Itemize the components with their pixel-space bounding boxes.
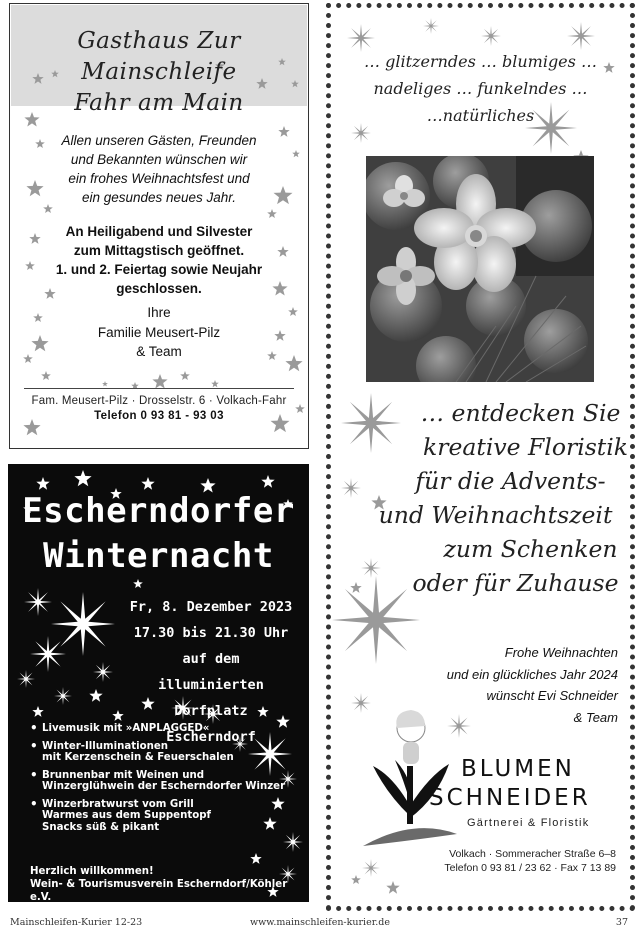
publication-issue: Mainschleifen-Kurier 12-23 xyxy=(10,917,143,928)
intro-line: … glitzerndes … blumiges … xyxy=(364,52,597,71)
headline-line: kreative Floristik xyxy=(423,433,628,461)
greeting-line: Frohe Weihnachten xyxy=(504,645,618,660)
gasthaus-phone: Telefon 0 93 81 - 93 03 xyxy=(94,410,224,422)
headline-line: und Weihnachtszeit xyxy=(378,501,613,529)
signature-line: Familie Meusert-Pilz xyxy=(97,324,221,340)
star-icon xyxy=(112,710,123,721)
intro-line: …natürliches xyxy=(426,106,535,125)
headline-line: zum Schenken xyxy=(443,535,618,563)
event-organizer xyxy=(30,865,309,902)
gasthaus-address: Fam. Meusert-Pilz · Drosselstr. 6 · Volkach-Fahr xyxy=(31,395,287,407)
gasthaus-greeting xyxy=(10,131,308,207)
hours-line: An Heiligabend und Silvester xyxy=(65,224,253,239)
blumen-schneider-ad xyxy=(326,3,635,911)
star-icon xyxy=(51,592,115,656)
page-footer xyxy=(0,917,640,933)
flower-arrangement-photo xyxy=(366,156,594,382)
star-icon xyxy=(567,22,595,50)
star-icon xyxy=(89,689,102,702)
blumen-address: Volkach · Sommeracher Straße 6–8 xyxy=(449,848,616,860)
star-icon xyxy=(261,475,274,488)
star-icon xyxy=(36,477,49,490)
star-icon xyxy=(102,381,108,386)
floristry-headline xyxy=(331,396,630,600)
headline-line: oder für Zuhause xyxy=(412,569,619,597)
winternacht-title xyxy=(8,489,309,579)
list-item xyxy=(30,799,285,834)
welcome-text: Herzlich willkommen! xyxy=(30,866,154,877)
star-icon xyxy=(211,380,219,387)
star-icon xyxy=(152,374,167,389)
star-icon xyxy=(24,588,52,616)
greeting-line: und ein glückliches Jahr 2024 xyxy=(446,666,618,682)
event-date: Fr, 8. Dezember 2023 xyxy=(129,599,293,615)
divider xyxy=(24,388,294,389)
hours-line: zum Mittagstisch geöffnet. xyxy=(73,243,245,258)
greeting-line: ein frohes Weihnachtsfest und xyxy=(68,171,250,186)
star-icon xyxy=(351,875,361,884)
star-icon xyxy=(74,470,91,486)
star-icon xyxy=(141,477,154,490)
greeting-line: Allen unseren Gästen, Freunden xyxy=(61,133,257,148)
page-number: 37 xyxy=(615,917,628,928)
event-venue-line2: Dorfplatz Escherndorf xyxy=(166,703,256,745)
signature-line: Ihre xyxy=(147,305,171,320)
event-name-line2: Winternacht xyxy=(43,536,274,576)
greeting-line: ein gesundes neues Jahr. xyxy=(81,190,237,205)
star-icon xyxy=(32,706,43,717)
greeting-line: & Team xyxy=(573,709,618,725)
gasthaus-location: Fahr am Main xyxy=(74,90,244,116)
headline-line: für die Advents- xyxy=(415,467,606,495)
gasthaus-name: Gasthaus Zur Mainschleife xyxy=(77,28,241,85)
event-program-list xyxy=(30,723,285,839)
intro-line: nadeliges … funkelndes … xyxy=(373,79,588,98)
gasthaus-hours xyxy=(10,222,308,298)
brand-subtitle: Gärtnerei & Floristik xyxy=(467,817,590,829)
hours-line: geschlossen. xyxy=(116,281,202,296)
organizer-name: Wein- & Tourismusverein Escherndorf/Köhler e.V. xyxy=(30,879,288,902)
program-item-text: Winter-Illuminationen mit Kerzenschein & Feuerschalen xyxy=(42,740,234,763)
event-name-line1: Escherndorfer xyxy=(22,491,295,531)
program-item-text: Livemusik mit »ANPLAGGED« xyxy=(42,723,210,734)
gasthaus-title xyxy=(10,26,308,119)
list-item xyxy=(30,770,285,793)
star-icon xyxy=(17,670,35,688)
flower-photo-illustration xyxy=(366,156,594,382)
list-item xyxy=(30,723,285,735)
signature-line: & Team xyxy=(136,344,182,359)
star-icon xyxy=(423,18,439,34)
brand-name-line2: SCHNEIDER xyxy=(429,785,591,811)
event-venue-line1: auf dem illuminierten xyxy=(158,651,264,693)
brand-name-line1: BLUMEN xyxy=(461,756,575,782)
blumen-contact xyxy=(331,847,616,875)
intro-text xyxy=(331,48,630,129)
blumen-phone-fax: Telefon 0 93 81 / 23 62 · Fax 7 13 89 xyxy=(444,862,616,874)
publication-website: www.mainschleifen-kurier.de xyxy=(250,917,390,928)
star-icon xyxy=(54,687,72,705)
hours-line: 1. und 2. Feiertag sowie Neujahr xyxy=(55,262,263,277)
star-icon xyxy=(267,209,277,218)
star-icon xyxy=(41,371,51,380)
headline-line: … entdecken Sie xyxy=(420,399,621,427)
program-item-text: Brunnenbar mit Weinen und Winzerglühwein der Escherndorfer Winzer xyxy=(42,769,286,792)
list-item xyxy=(30,741,285,764)
star-icon xyxy=(283,832,303,852)
blumen-schneider-logo-icon xyxy=(353,706,463,856)
greeting-line: wünscht Evi Schneider xyxy=(486,688,618,703)
star-icon xyxy=(386,881,399,894)
star-icon xyxy=(133,579,143,588)
program-item-text: Winzerbratwurst vom Grill Warmes aus dem Suppentopf Snacks süß & pikant xyxy=(42,798,211,833)
winternacht-ad xyxy=(8,464,309,902)
event-time: 17.30 bis 21.30 Uhr xyxy=(133,625,289,641)
greeting-line: und Bekannten wünschen wir xyxy=(70,152,248,167)
star-icon xyxy=(481,26,501,46)
star-icon xyxy=(93,662,113,682)
star-icon xyxy=(180,371,190,380)
star-icon xyxy=(250,853,261,864)
gasthaus-ad xyxy=(9,3,309,449)
star-icon xyxy=(30,636,66,672)
gasthaus-signature xyxy=(10,303,308,362)
